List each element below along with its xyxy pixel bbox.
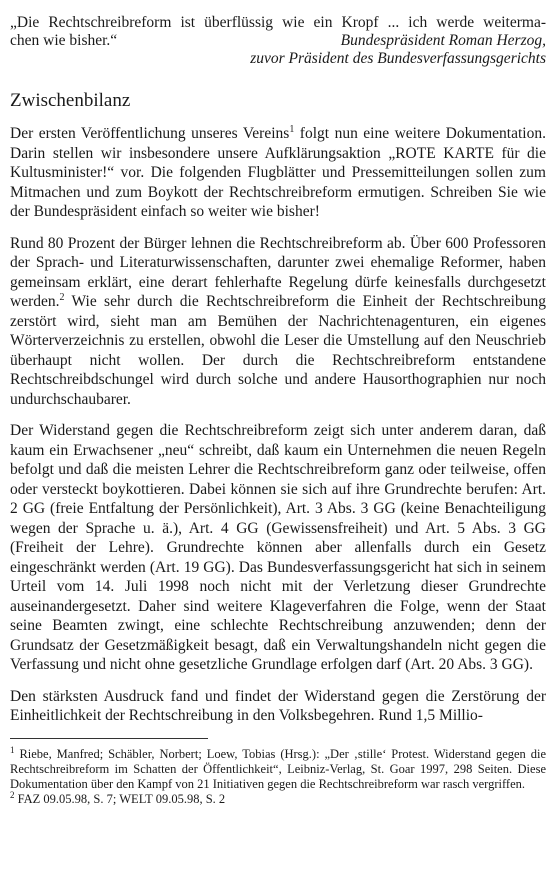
epigraph	[10, 14, 546, 68]
paragraph-1-text-a: Der ersten Veröffentlichung unseres Vereins	[10, 125, 290, 142]
paragraph-4: Den stärksten Ausdruck fand und findet der Widerstand gegen die Zerstörung der Einheitlichkeit der Rechtschreibung in den Volksbegehren. Rund 1,5 Millio-	[10, 687, 546, 724]
footnote-1-number: 1	[10, 744, 15, 755]
paragraph-1	[10, 124, 546, 222]
paragraph-3: Der Widerstand gegen die Rechtschreibreform zeigt sich unter anderem daran, daß kaum ein Erwachsener „neu“ schreibt, daß kaum ein Unternehmen die neuen Regeln befolgt und daß die meisten Lehrer die Rechtschreibreform ganz oder teilweise, offen oder versteckt boykottieren. Dabei können sie sich auf ihre Grundrechte berufen: Art. 2 GG (freie Entfaltung der Persönlichkeit), Art. 3 Abs. 3 GG (keine Benachteiligung wegen der Sprache u. ä.), Art. 4 GG (Gewissensfreiheit) und Art. 5 Abs. 3 GG (Freiheit der Lehre). Grundrechte können aber allenfalls durch ein Gesetz eingeschränkt werden (Art. 19 GG). Das Bundesverfassungsgericht hat sich in seinem Urteil vom 14. Juli 1998 noch nicht mit der Verletzung dieser Grundrechte auseinandergesetzt. Daher sind weitere Klageverfahren die Folge, wenn der Staat seine Beamten zwingt, eine schlechte Rechtschreibung anzuwenden; denn der Grundsatz der Gesetzmäßigkeit besagt, daß ein Verwaltungshandeln nicht gegen die Verfassung und nicht ohne gesetzliche Grundlage erfolgen darf (Art. 20 Abs. 3 GG).	[10, 422, 546, 673]
footnotes	[10, 744, 547, 807]
footnote-ref-2: 2	[59, 291, 65, 303]
footnote-1	[10, 744, 547, 792]
footnote-ref-1: 1	[289, 123, 295, 135]
paragraph-1-text-b: folgt nun eine weitere Dokumentation. Darin stellen wir insbesondere unsere Aufklärungsaktion „ROTE KARTE für die Kultusminister!“ vor. Die folgenden Flugblätter und Pressemitteilungen sollen zum Mitmachen und zum Boykott der Rechtschreibreform ermutigen. Schreiben Sie wie der Bundespräsident einfach so weiter wie bisher!	[10, 125, 546, 220]
footnote-2-number: 2	[10, 789, 15, 800]
epigraph-line-2	[10, 32, 546, 50]
footnote-1-text: Riebe, Manfred; Schäbler, Norbert; Loew, Tobias (Hrsg.): „Der ‚stille‘ Protest. Widerstand gegen die Rechtschreibreform im Schatten der Öffentlichkeit“, Leibniz-Verlag, St. Goar 1997, 298 Seiten. Diese Dokumentation über den Kampf von 21 Initiativen gegen die Rechtschreibreform war rasch vergriffen.	[10, 746, 547, 791]
section-heading: Zwischenbilanz	[10, 90, 131, 111]
epigraph-quote-end: chen wie bisher.“	[10, 32, 118, 49]
footnote-divider	[10, 738, 208, 739]
footnote-2-text: FAZ 09.05.98, S. 7; WELT 09.05.98, S. 2	[17, 791, 226, 806]
footnote-2	[10, 789, 546, 807]
paragraph-2-text-b: Wie sehr durch die Rechtschreibreform die Einheit der Rechtschreibung zerstört wird, sieht man am Bemühen der Nachrichtenagenturen, ein eigenes Wörterverzeichnis zu erstellen, obwohl die Leser die Umstellung auf den Neuschrieb überhaupt nicht wollen. Der durch die Rechtschreibreform entstandene Rechtschreibdschungel wird durch solche und andere Hausorthographien nur noch undurchschaubarer.	[10, 293, 546, 408]
epigraph-attribution-name: Bundespräsident Roman Herzog,	[340, 32, 546, 49]
epigraph-attribution-role: zuvor Präsident des Bundesverfassungsgerichts	[250, 50, 546, 67]
paragraph-2	[10, 234, 546, 410]
paragraph-2-text-a: Rund 80 Prozent der Bürger lehnen die Rechtschreibreform ab. Über 600 Professoren der Sprach- und Literaturwissenschaften, darunter zwei ehemalige Reformer, haben gemeinsam erklärt, eine derart fehlerhafte Regelung dürfe keinesfalls durchgesetzt werden.	[10, 234, 546, 310]
epigraph-line-1: „Die Rechtschreibreform ist überflüssig wie ein Kropf ... ich werde weiterma-	[10, 14, 546, 31]
